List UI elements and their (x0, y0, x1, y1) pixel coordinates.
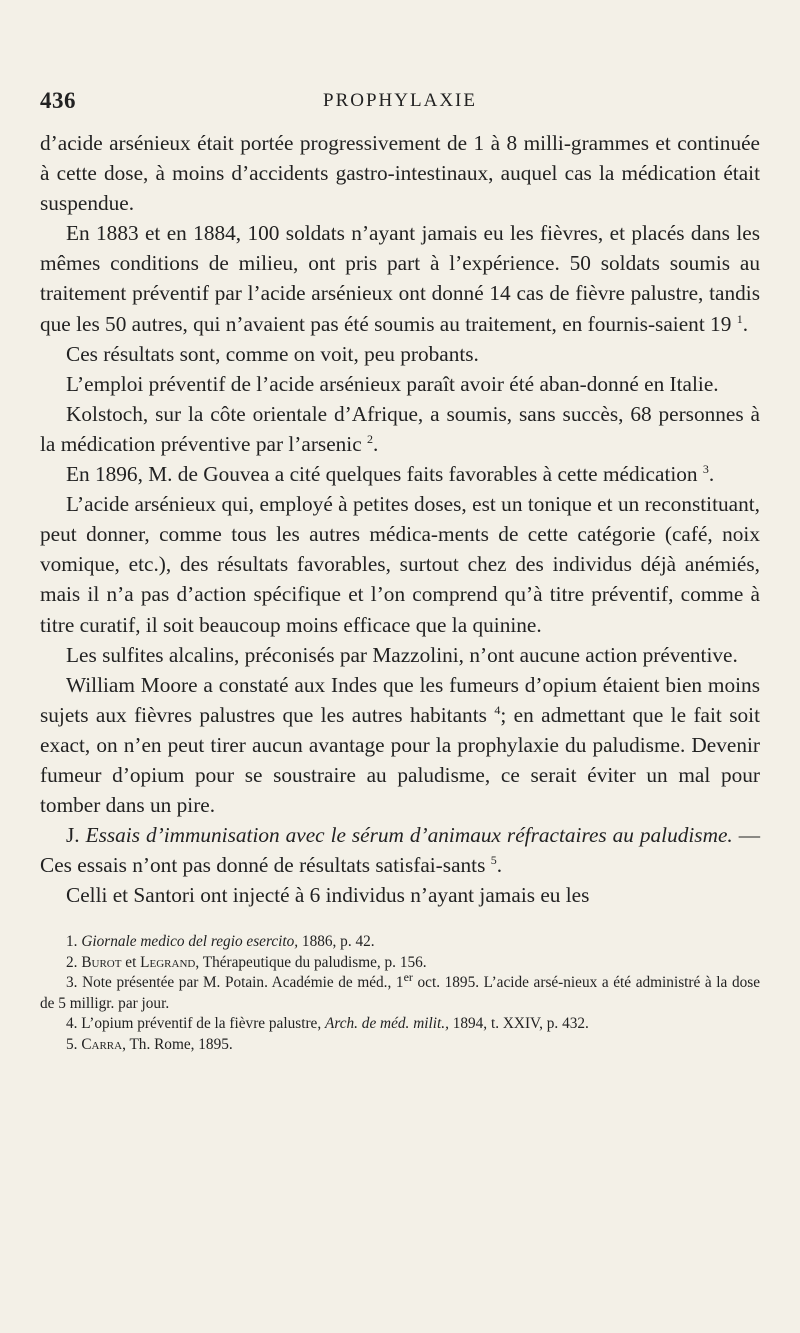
footnote-2: 2. Burot et Legrand, Thérapeutique du paludisme, p. 156. (66, 953, 427, 971)
page-number: 436 (40, 88, 76, 113)
paragraph-11: Celli et Santori ont injecté à 6 individus n’ayant jamais eu les (66, 883, 590, 908)
footnote-3: 3. Note présentée par M. Potain. Académie de méd., 1er oct. 1895. L’acide arsé-nieux a été administré à la dose de 5 milligr. par jour. (40, 970, 760, 1012)
page-header (40, 88, 760, 122)
paragraph-5: Kolstoch, sur la côte orientale d’Afrique, a soumis, sans succès, 68 personnes à la médication préventive par l’arsenic $^2$. (40, 401, 760, 456)
paragraph-10: J. Essais d’immunisation avec le sérum d’animaux réfractaires au paludisme. — Ces essais n’ont pas donné de résultats satisfai-sants $^5$. (40, 823, 760, 878)
footnotes (40, 932, 760, 1055)
footnote-1: 1. Giornale medico del regio esercito, 1886, p. 42. (66, 933, 375, 951)
footnote-4: 4. L’opium préventif de la fièvre palustre, Arch. de méd. milit., 1894, t. XXIV, p. 432. (66, 1015, 589, 1033)
footnote-ref-4: 4 (494, 702, 501, 717)
footnote-ref-1: 1 (736, 311, 743, 326)
section-label: J. (66, 823, 80, 848)
running-head: PROPHYLAXIE (323, 90, 477, 111)
paragraph-3: Ces résultats sont, comme on voit, peu probants. (66, 341, 479, 366)
paragraph-2: En 1883 et en 1884, 100 soldats n’ayant jamais eu les fièvres, et placés dans les mêmes conditions de milieu, ont pris part à l’expérience. 50 soldats soumis au traitement préventif par l’acide arsénieux ont donné 14 cas de fièvre palustre, tandis que les 50 autres, qui n’avaient pas été soumis au traitement, en fournis-saient 19 $^1$. (40, 221, 760, 336)
paragraph-6: En 1896, M. de Gouvea a cité quelques faits favorables à cette médication $^3$. (66, 461, 715, 487)
paragraph-8: Les sulfites alcalins, préconisés par Mazzolini, n’ont aucune action préventive. (66, 642, 738, 667)
section-title: Essais d’immunisation avec le sérum d’animaux réfractaires au paludisme. (85, 823, 733, 848)
paragraph-9: William Moore a constaté aux Indes que les fumeurs d’opium étaient bien moins sujets aux fièvres palustres que les autres habitants $^4$; en admettant que le fait soit exact, on n’en peut tirer aucun avantage pour la prophylaxie du paludisme. Devenir fumeur d’opium pour se soustraire au paludisme, ce serait éviter un mal pour tomber dans un pire. (40, 672, 761, 818)
book-page (40, 88, 760, 1055)
body-text (40, 128, 760, 910)
paragraph-1: d’acide arsénieux était portée progressivement de 1 à 8 milli-grammes et continuée à cette dose, à moins d’accidents gastro-intestinaux, auquel cas la médication était suspendue. (40, 131, 760, 216)
footnote-ref-5: 5 (490, 853, 497, 868)
paragraph-4: L’emploi préventif de l’acide arsénieux paraît avoir été aban-donné en Italie. (66, 371, 719, 396)
footnote-ref-3: 3 (702, 461, 709, 476)
footnote-5: 5. Carra, Th. Rome, 1895. (66, 1035, 233, 1053)
paragraph-7: L’acide arsénieux qui, employé à petites doses, est un tonique et un reconstituant, peut donner, comme tous les autres médica-ments de cette catégorie (café, noix vomique, etc.), des résultats favorables, surtout chez des individus déjà anémiés, mais il n’a pas d’action spécifique et l’on comprend qu’à titre préventif, comme à titre curatif, il soit beaucoup moins efficace que la quinine. (40, 492, 760, 637)
footnote-ref-2: 2 (367, 431, 373, 446)
